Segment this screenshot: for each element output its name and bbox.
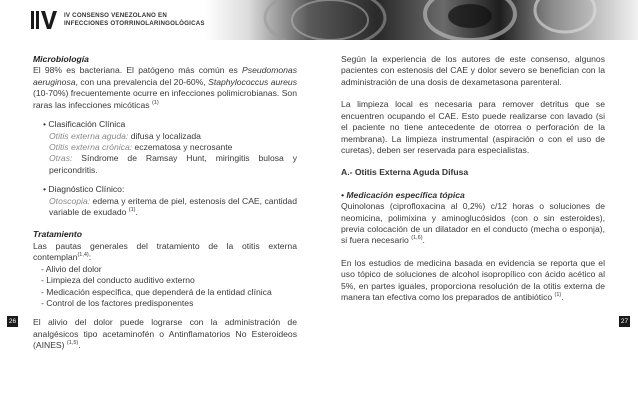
micro-citation: (1) (151, 99, 159, 106)
ear-photo-image (205, 0, 638, 40)
quinolones-citation: (1,6) (411, 235, 423, 242)
clinical-item-chronic-text: eczematosa y necrosante (132, 141, 233, 152)
clinical-item-other (33, 153, 297, 176)
clinical-diagnosis-heading: • Diagnóstico Clínico: (43, 184, 125, 195)
consensus-logo-icon (30, 8, 60, 32)
micro-text-c: (10-70%) frecuentemente ocurre en infecciones polimicrobianas. Son raras las infecciones micóticas (33, 88, 297, 110)
clinical-item-other-label: Otras: (49, 153, 73, 164)
clinical-classification-heading: • Clasificación Clínica (43, 119, 126, 130)
microbiology-paragraph (33, 65, 297, 111)
right-column (341, 54, 605, 304)
quinolones-paragraph (341, 201, 605, 247)
micro-text-b: , con una prevalencia del 20-60%, (75, 76, 209, 87)
header-title-line1: IV CONSENSO VENEZOLANO EN (64, 12, 167, 19)
page-number-right: 27 (620, 318, 629, 325)
header-ear-photo (205, 0, 638, 40)
treatment-item-1: - Alivio del dolor (41, 263, 102, 274)
treatment-item-3: - Medicación específica, que dependerá de la entidad clínica (41, 286, 272, 297)
page-number-left: 26 (8, 318, 17, 325)
pain-relief-citation: (1,5) (66, 340, 79, 347)
acute-diffuse-section-title: A.- Otitis Externa Aguda Difusa (341, 167, 469, 178)
treatment-intro-colon: : (88, 252, 92, 263)
treatment-intro (33, 241, 297, 264)
treatment-intro-citation: (1,4) (77, 252, 89, 259)
evidence-paragraph (341, 258, 605, 304)
left-column (33, 54, 297, 352)
otoscopy-text: edema y eritema de piel, estenosis del CAE, cantidad variable de exudado (49, 195, 297, 218)
otoscopy-citation: (1) (128, 207, 136, 214)
evidence-end: . (561, 292, 564, 303)
treatment-item-4: - Control de los factores predisponentes (41, 298, 194, 309)
page-header (0, 0, 638, 40)
dexamethasone-paragraph: Según la experiencia de los autores de este consenso, algunos pacientes con estenosis del CAE y dolor severo se benefician con la administración de una dosis de dexametasona parenteral. (341, 54, 605, 87)
quinolones-text: Quinolonas (ciprofloxacina al 0,2%) c/12 horas o soluciones de neomicina, polimixina y aminoglucósidos (con o sin esteroides), previa colocación de un dilatador en el conducto (mecha o esponja), si fuera necesario (341, 201, 605, 246)
treatment-item-2: - Limpieza del conducto auditivo externo (41, 275, 195, 286)
local-cleaning-paragraph: La limpieza local es necesaria para remover detritus que se encuentren ocupando el CAE. Esto puede realizarse con lavado (si el paciente no tiene antecedente de otorrea o perforación de la membrana). La limpieza instrumental (aspiración o con el uso de curetas), deben ser reservada para especialistas. (341, 99, 605, 155)
clinical-item-other-text: Síndrome de Ramsay Hunt, miringitis bulosa y pericondritis. (49, 153, 297, 175)
otoscopy-item: Otoscopia: edema y eritema de piel, estenosis del CAE, cantidad variable de exudado $^{(1)}$. (49, 195, 297, 218)
evidence-text: En los estudios de medicina basada en evidencia se reporta que el uso tópico de soluciones de alcohol isopropílico con ácido acético al 5%, en partes iguales, proporciona resolución de la otitis externa de manera tan efectiva como los preparados de antibiótico (341, 257, 605, 303)
otoscopy-label: Otoscopia: (49, 195, 91, 206)
clinical-item-acute-text: difusa y localizada (128, 130, 201, 141)
clinical-item-chronic (33, 142, 297, 153)
clinical-item-acute (33, 131, 297, 142)
quinolones-end: . (422, 235, 425, 246)
topical-medication-heading: • Medicación específica tópica (341, 189, 465, 200)
micro-species-1: Pseudomonas aeruginosa (33, 65, 297, 87)
clinical-item-chronic-label: Otitis externa crónica: (49, 141, 133, 152)
header-title (64, 12, 205, 28)
evidence-citation: (1) (554, 292, 562, 299)
treatment-intro-text: Las pautas generales del tratamiento de la otitis externa contemplan (33, 240, 297, 263)
pain-relief-text: El alivio del dolor puede lograrse con la administración de analgésicos tipo acetaminofén o Antinflamatorios No Esteroideos (AINES) (33, 317, 297, 351)
pain-relief-paragraph (33, 317, 297, 351)
micro-species-2: Staphylococcus aureus (208, 76, 297, 87)
micro-text-a: El 98% es bacteriana. El patógeno más común es (33, 65, 243, 76)
pain-relief-end: . (78, 340, 81, 351)
header-title-line2: INFECCIONES OTORRINOLARINGOLÓGICAS (64, 19, 205, 27)
treatment-title: Tratamiento (33, 229, 83, 240)
microbiology-title: Microbiología (33, 54, 89, 64)
clinical-item-acute-label: Otitis externa aguda: (49, 130, 129, 141)
